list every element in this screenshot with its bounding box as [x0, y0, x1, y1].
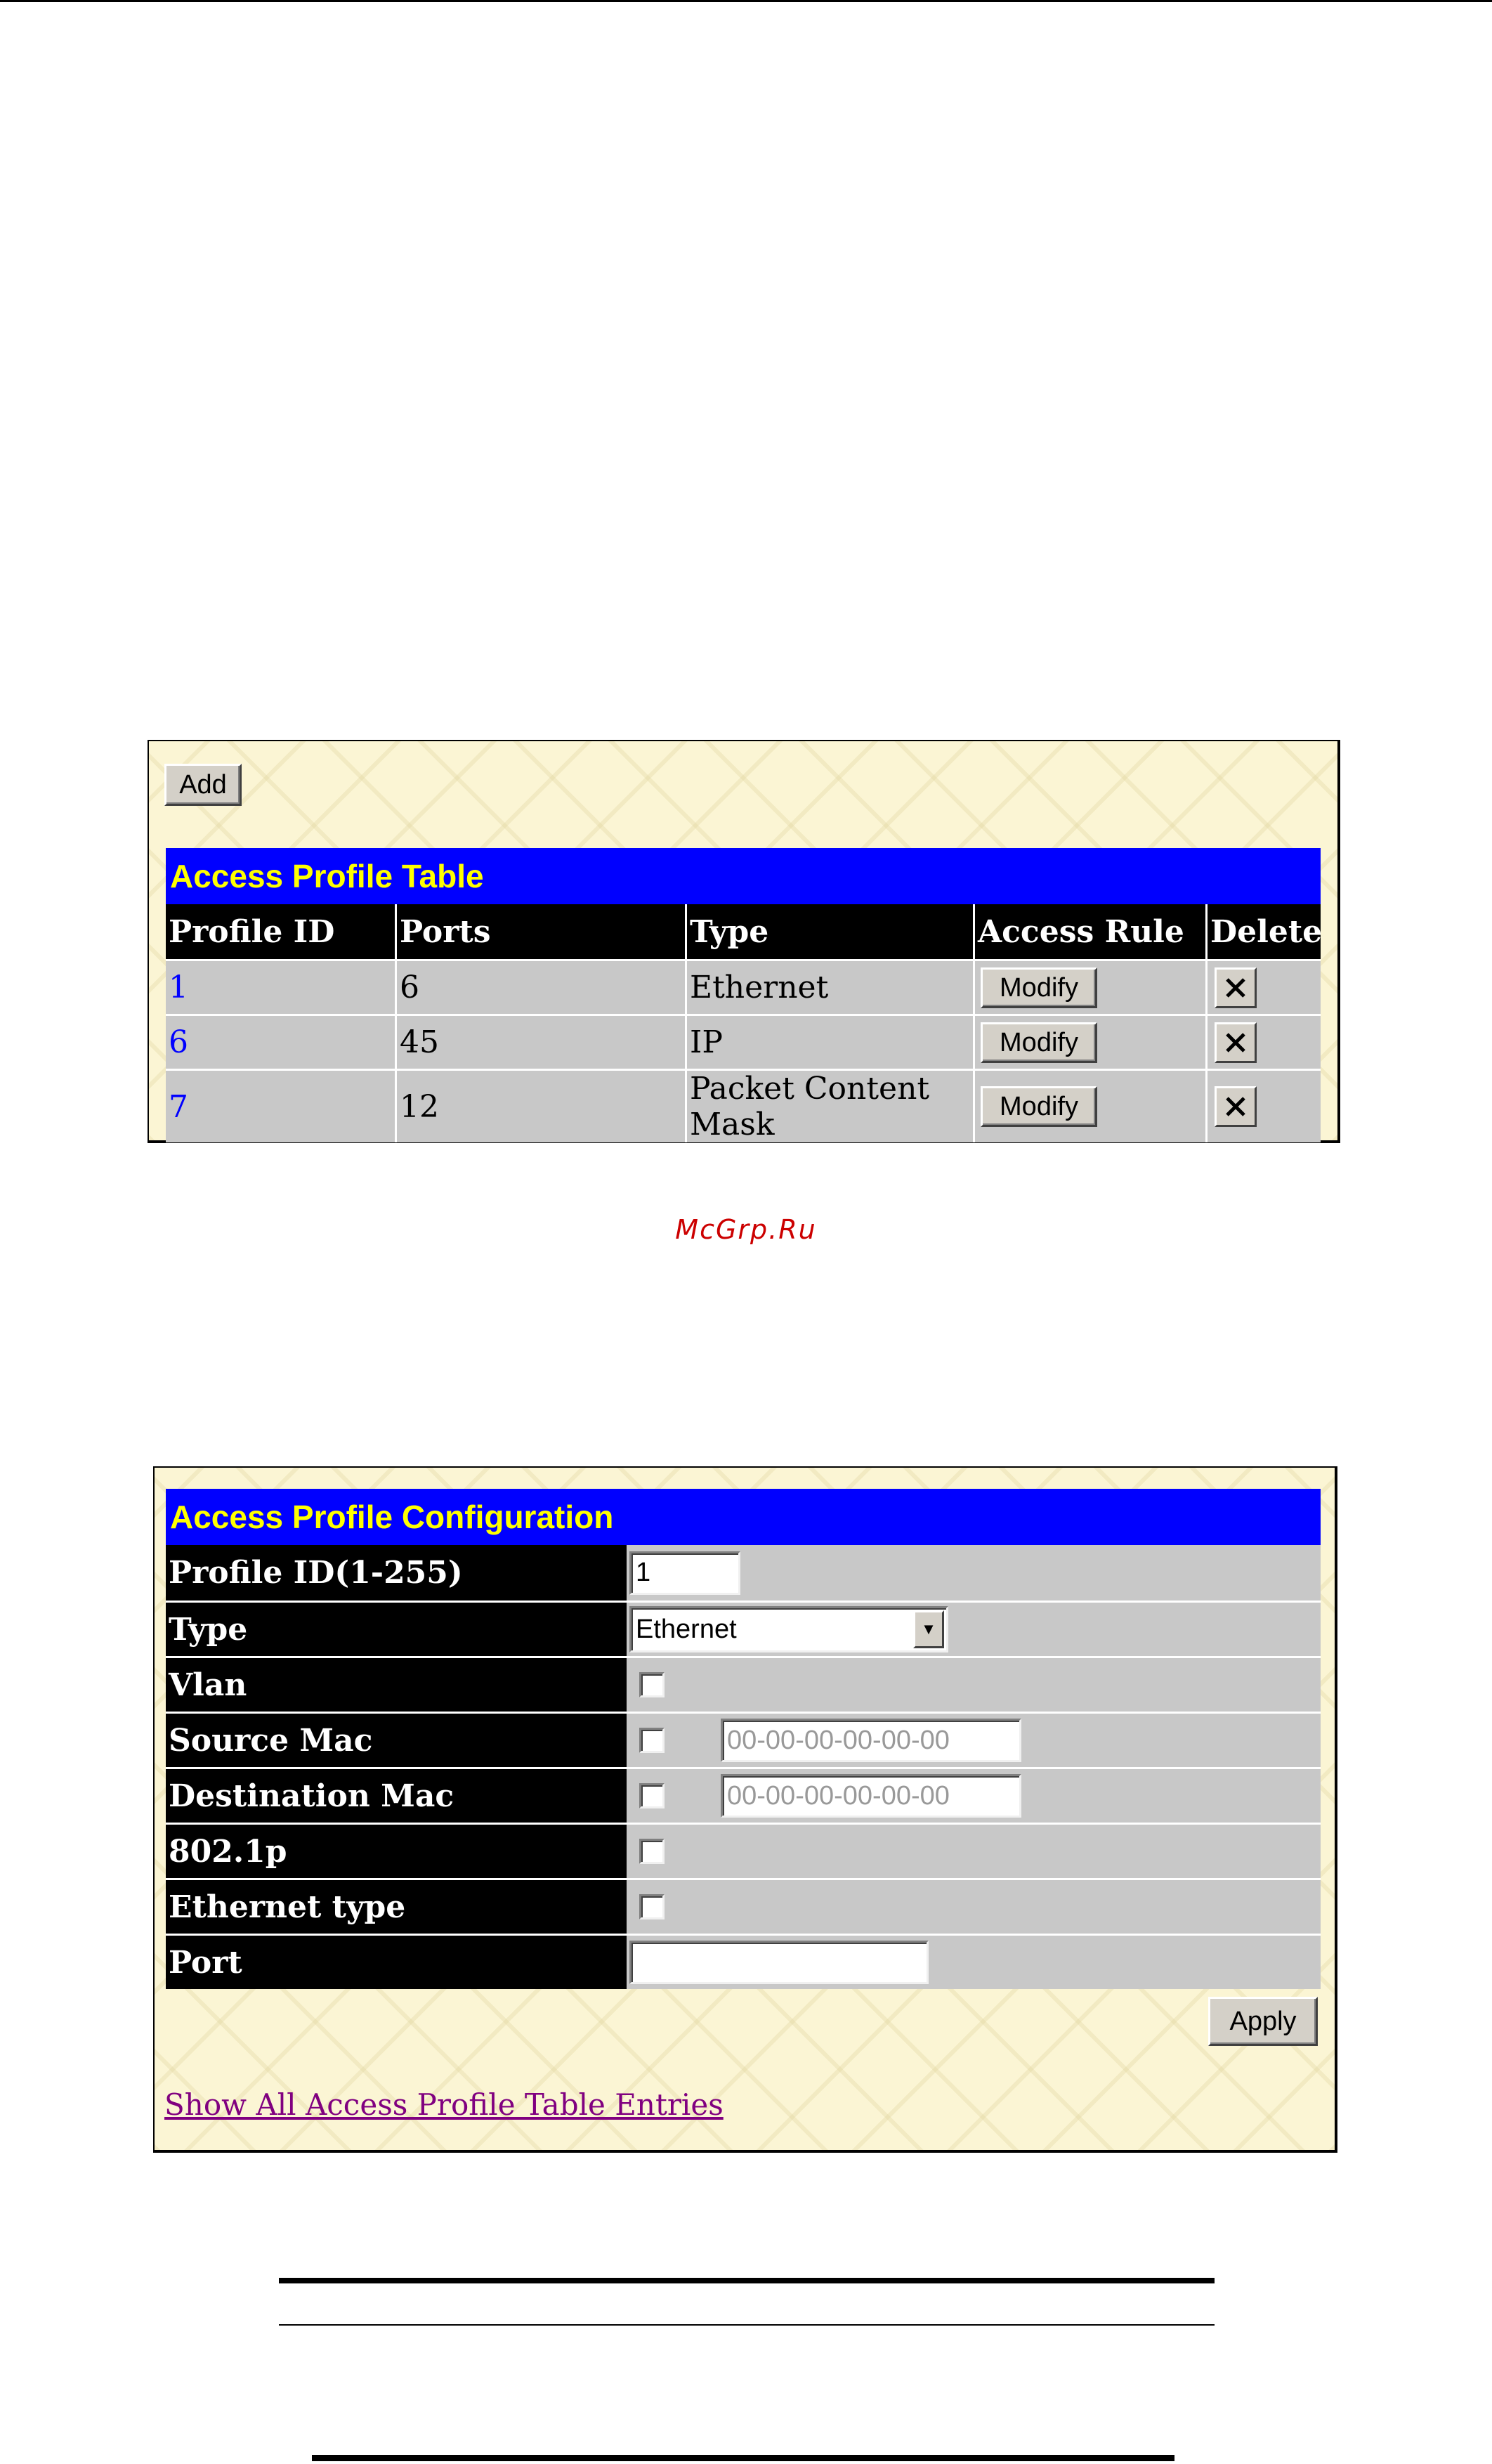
profile-id-value-cell	[627, 1545, 1321, 1601]
access-profile-configuration-panel	[153, 1466, 1337, 2153]
source-mac-value-cell	[627, 1712, 1321, 1767]
port-input[interactable]	[629, 1941, 929, 1984]
delete-button[interactable]	[1215, 1086, 1257, 1127]
profile-id-cell	[166, 959, 397, 1014]
form-row-destination-mac	[166, 1767, 1321, 1823]
ports-cell: 12	[397, 1069, 687, 1142]
destination-mac-checkbox[interactable]	[639, 1783, 665, 1808]
form-row-source-mac	[166, 1712, 1321, 1767]
type-cell: Ethernet	[687, 959, 975, 1014]
header-ports: Ports	[397, 904, 687, 959]
table-row	[166, 1014, 1321, 1069]
ethernet-type-checkbox[interactable]	[639, 1894, 665, 1919]
source-mac-checkbox[interactable]	[639, 1728, 665, 1753]
type-cell: IP	[687, 1014, 975, 1069]
profile-id-link[interactable]: 1	[169, 970, 188, 1005]
access-profile-table	[166, 904, 1323, 1142]
modify-button[interactable]: Modify	[981, 1086, 1097, 1127]
profile-id-link[interactable]: 6	[169, 1024, 188, 1060]
profile-id-label: Profile ID(1-255)	[166, 1545, 627, 1601]
header-profile-id: Profile ID	[166, 904, 397, 959]
destination-mac-value-cell	[627, 1767, 1321, 1823]
form-row-profile-id	[166, 1545, 1321, 1601]
add-button[interactable]: Add	[164, 764, 242, 806]
header-delete: Delete	[1208, 904, 1321, 959]
thin-rule	[279, 2324, 1215, 2326]
profile-id-cell	[166, 1014, 397, 1069]
modify-button[interactable]: Modify	[981, 1022, 1097, 1063]
form-row-ethernet-type	[166, 1878, 1321, 1934]
destination-mac-label: Destination Mac	[166, 1767, 627, 1823]
dot1p-label: 802.1p	[166, 1823, 627, 1878]
close-x-icon	[1224, 976, 1248, 1000]
ethernet-type-value-cell	[627, 1878, 1321, 1934]
access-rule-cell	[975, 1014, 1208, 1069]
delete-button[interactable]	[1215, 967, 1257, 1008]
delete-cell	[1208, 959, 1321, 1014]
source-mac-input[interactable]: 00-00-00-00-00-00	[721, 1719, 1021, 1762]
form-row-type	[166, 1601, 1321, 1656]
apply-button[interactable]: Apply	[1208, 1997, 1318, 2046]
table-row	[166, 959, 1321, 1014]
form-row-port	[166, 1934, 1321, 1989]
close-x-icon	[1224, 1095, 1248, 1119]
dot1p-checkbox[interactable]	[639, 1839, 665, 1864]
profile-id-cell	[166, 1069, 397, 1142]
header-type: Type	[687, 904, 975, 959]
access-profile-configuration-title: Access Profile Configuration	[166, 1489, 1321, 1545]
port-label: Port	[166, 1934, 627, 1989]
type-cell: Packet Content Mask	[687, 1069, 975, 1142]
modify-button[interactable]: Modify	[981, 967, 1097, 1008]
type-select-value: Ethernet	[636, 1614, 737, 1644]
source-mac-label: Source Mac	[166, 1712, 627, 1767]
close-x-icon	[1224, 1031, 1248, 1055]
table-row	[166, 1069, 1321, 1142]
vlan-value-cell	[627, 1656, 1321, 1712]
port-value-cell	[627, 1934, 1321, 1989]
chevron-down-icon[interactable]: ▼	[913, 1610, 944, 1648]
thick-rule	[279, 2278, 1215, 2283]
access-profile-configuration-form	[166, 1545, 1321, 1989]
top-rule	[0, 0, 1492, 2]
type-value-cell	[627, 1601, 1321, 1656]
ports-cell: 45	[397, 1014, 687, 1069]
profile-id-link[interactable]: 7	[169, 1088, 188, 1125]
access-profile-table-title: Access Profile Table	[166, 848, 1321, 904]
header-access-rule: Access Rule	[975, 904, 1208, 959]
form-row-vlan	[166, 1656, 1321, 1712]
delete-cell	[1208, 1014, 1321, 1069]
type-label: Type	[166, 1601, 627, 1656]
table-header-row	[166, 904, 1321, 959]
type-select[interactable]	[629, 1606, 948, 1653]
ethernet-type-label: Ethernet type	[166, 1878, 627, 1934]
bottom-rule	[312, 2455, 1174, 2461]
form-row-802-1p	[166, 1823, 1321, 1878]
access-rule-cell	[975, 959, 1208, 1014]
profile-id-input[interactable]: 1	[629, 1551, 740, 1595]
access-rule-cell	[975, 1069, 1208, 1142]
access-profile-table-panel	[148, 740, 1340, 1143]
show-all-entries-link[interactable]: Show All Access Profile Table Entries	[164, 2087, 724, 2122]
watermark: McGrp.Ru	[675, 1214, 817, 1245]
delete-cell	[1208, 1069, 1321, 1142]
dot1p-value-cell	[627, 1823, 1321, 1878]
vlan-label: Vlan	[166, 1656, 627, 1712]
vlan-checkbox[interactable]	[639, 1672, 665, 1697]
delete-button[interactable]	[1215, 1022, 1257, 1063]
ports-cell: 6	[397, 959, 687, 1014]
destination-mac-input[interactable]: 00-00-00-00-00-00	[721, 1774, 1021, 1818]
